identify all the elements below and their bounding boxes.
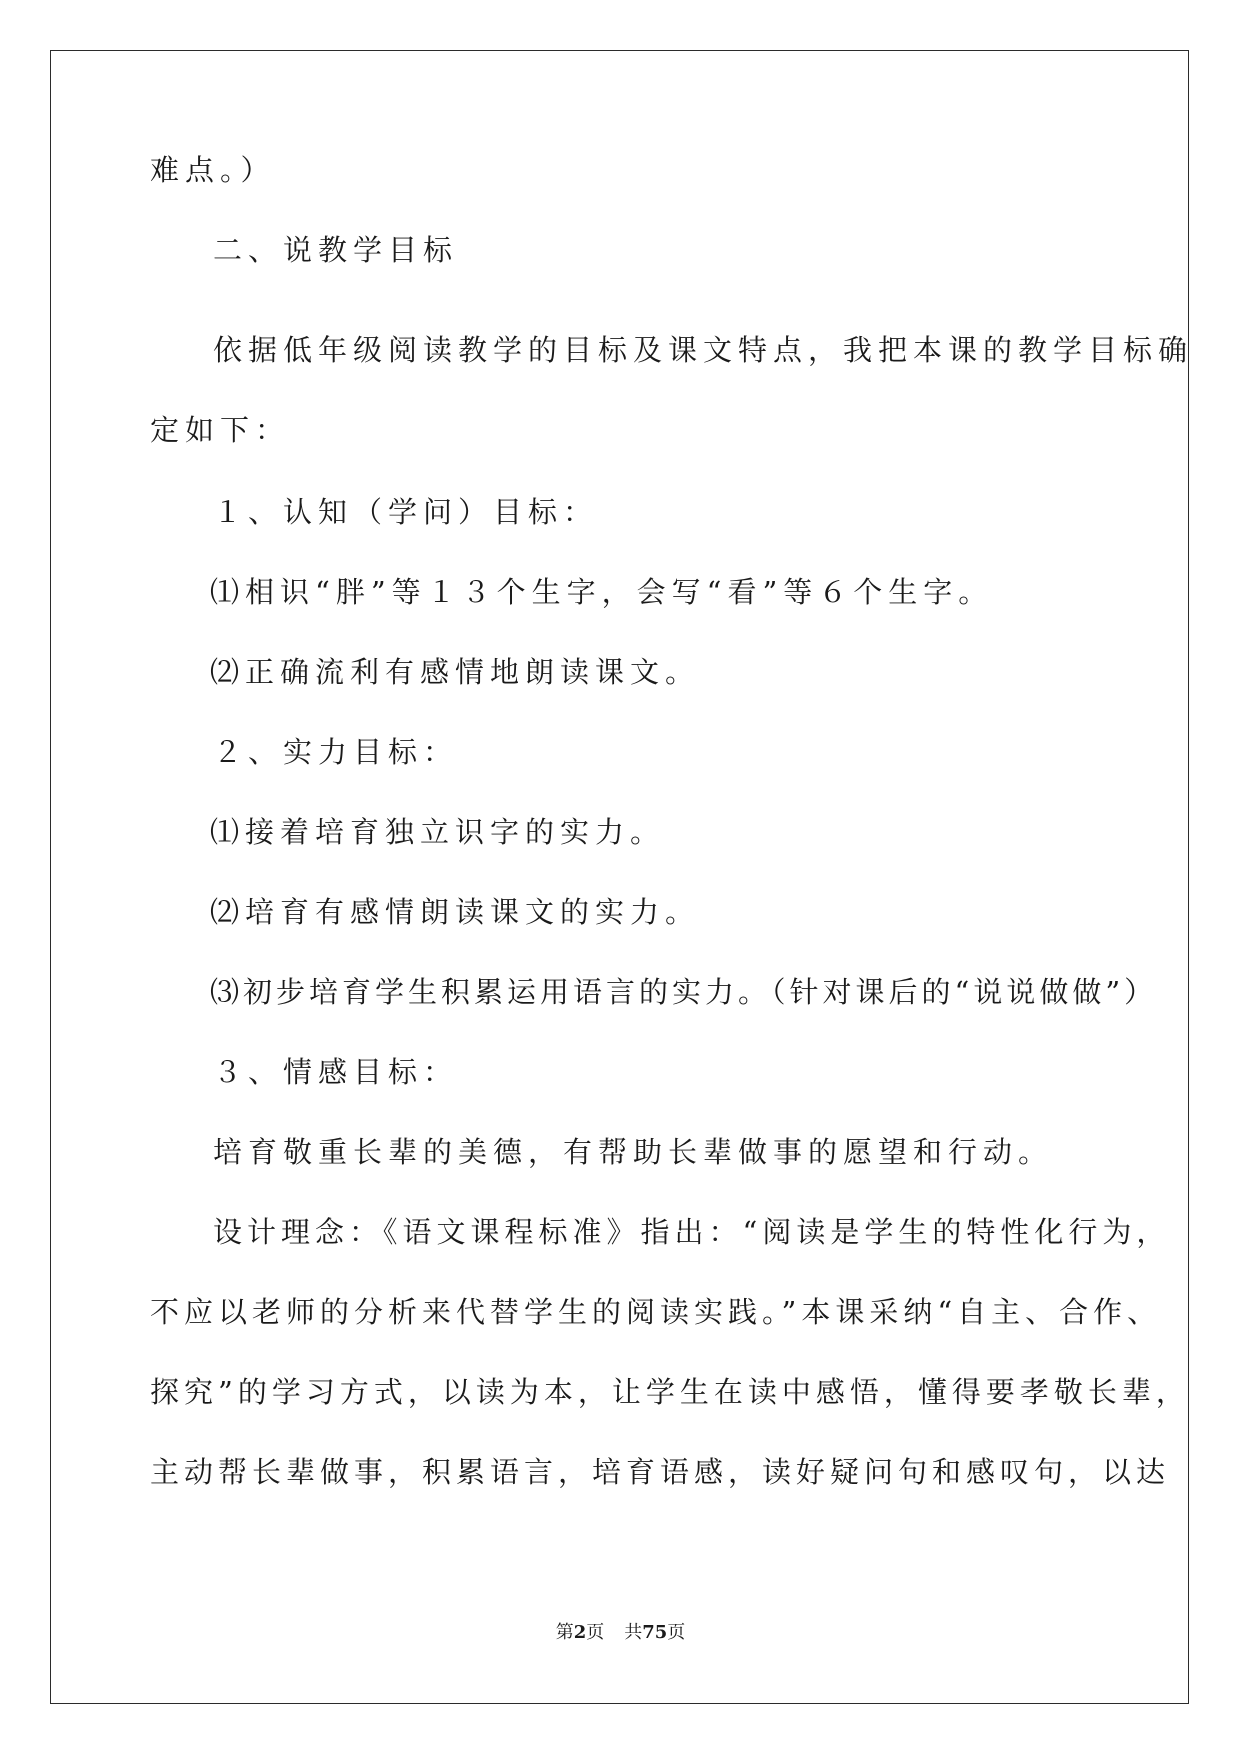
list-item: ⑵正确流利有感情地朗读课文。 [210, 655, 701, 689]
list-item: ⑴接着培育独立识字的实力。 [210, 815, 666, 849]
total-prefix: 共 [624, 1622, 643, 1643]
subheading: ２、实力目标： [213, 735, 459, 769]
list-item: ⑴相识“胖”等１３个生字，会写“看”等６个生字。 [210, 575, 994, 609]
text-line: 设计理念：《语文课程标准》指出：“阅读是学生的特性化行为， [213, 1215, 1171, 1249]
text-line: 探究”的学习方式，以读为本，让学生在读中感悟，懂得要孝敬长辈， [150, 1375, 1190, 1409]
subheading: １、认知（学问）目标： [213, 495, 599, 529]
total-suffix: 页 [667, 1622, 686, 1643]
page-footer [0, 1620, 1241, 1646]
text-line: 不应以老师的分析来代替学生的阅读实践。”本课采纳“自主、合作、 [150, 1295, 1162, 1329]
total-pages: 75 [642, 1622, 668, 1643]
page-suffix: 页 [586, 1622, 605, 1643]
section-heading: 二、说教学目标 [213, 233, 459, 267]
text-line: 定如下： [150, 413, 291, 447]
page-number: 2 [573, 1622, 587, 1643]
subheading: ３、情感目标： [213, 1055, 459, 1089]
text-line: 依据低年级阅读教学的目标及课文特点，我把本课的教学目标确 [213, 333, 1194, 367]
text-line: 培育敬重长辈的美德，有帮助长辈做事的愿望和行动。 [213, 1135, 1054, 1169]
list-item: ⑶初步培育学生积累运用语言的实力。（针对课后的“说说做做”） [210, 975, 1158, 1009]
page-prefix: 第 [555, 1622, 574, 1643]
text-line: 主动帮长辈做事，积累语言，培育语感，读好疑问句和感叹句，以达 [150, 1455, 1171, 1489]
list-item: ⑵培育有感情朗读课文的实力。 [210, 895, 701, 929]
text-line: 难点。） [150, 153, 276, 187]
